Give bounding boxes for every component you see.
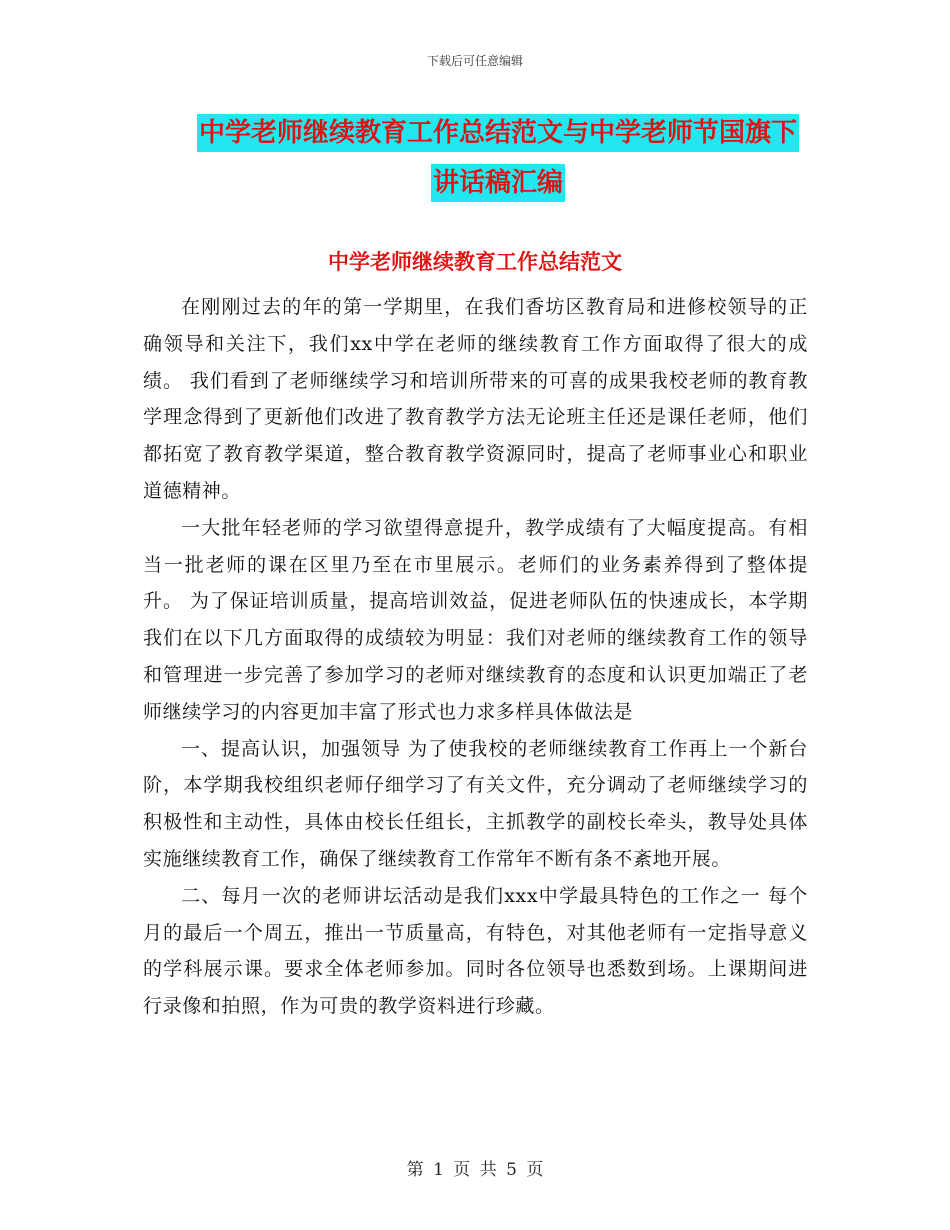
section-title: 中学老师继续教育工作总结范文 — [328, 250, 622, 274]
paragraph-3: 一、提高认识，加强领导 为了使我校的老师继续教育工作再上一个新台阶，本学期我校组织老师仔细学习了有关文件，充分调动了老师继续学习的积极性和主动性，具体由校长任组长，主抓教学的副校长牵头，教导处具体实施继续教育工作，确保了继续教育工作常年不断有条不紊地开展。 — [143, 737, 808, 870]
document-title-line-1: 中学老师继续教育工作总结范文与中学老师节国旗下 — [197, 114, 799, 152]
document-title — [143, 108, 853, 208]
document-body — [143, 289, 808, 1025]
paragraph-2: 一大批年轻老师的学习欲望得意提升，教学成绩有了大幅度提高。有相当一批老师的课在区里乃至在市里展示。老师们的业务素养得到了整体提升。 为了保证培训质量，提高培训效益，促进老师队伍的快速成长，本学期我们在以下几方面取得的成绩较为明显：我们对老师的继续教育工作的领导和管理进一步完善了参加学习的老师对继续教育的态度和认识更加端正了老师继续学习的内容更加丰富了形式也力求多样具体做法是 — [143, 516, 808, 723]
paragraph-4: 二、每月一次的老师讲坛活动是我们xxx中学最具特色的工作之一 每个月的最后一个周五，推出一节质量高，有特色，对其他老师有一定指导意义的学科展示课。要求全体老师参加。同时各位领导也悉数到场。上课期间进行录像和拍照，作为可贵的教学资料进行珍藏。 — [143, 884, 808, 1018]
paragraph-1: 在刚刚过去的年的第一学期里，在我们香坊区教育局和进修校领导的正确领导和关注下，我们xx中学在老师的继续教育工作方面取得了很大的成绩。 我们看到了老师继续学习和培训所带来的可喜的成果我校老师的教育教学理念得到了更新他们改进了教育教学方法无论班主任还是课任老师，他们都拓宽了教育教学渠道，整合教育教学资源同时，提高了老师事业心和职业道德精神。 — [143, 296, 808, 502]
page-number-footer: 第 1 页 共 5 页 — [406, 1160, 544, 1180]
document-title-line-2: 讲话稿汇编 — [431, 164, 565, 202]
page-header-note: 下载后可任意编辑 — [426, 54, 523, 68]
